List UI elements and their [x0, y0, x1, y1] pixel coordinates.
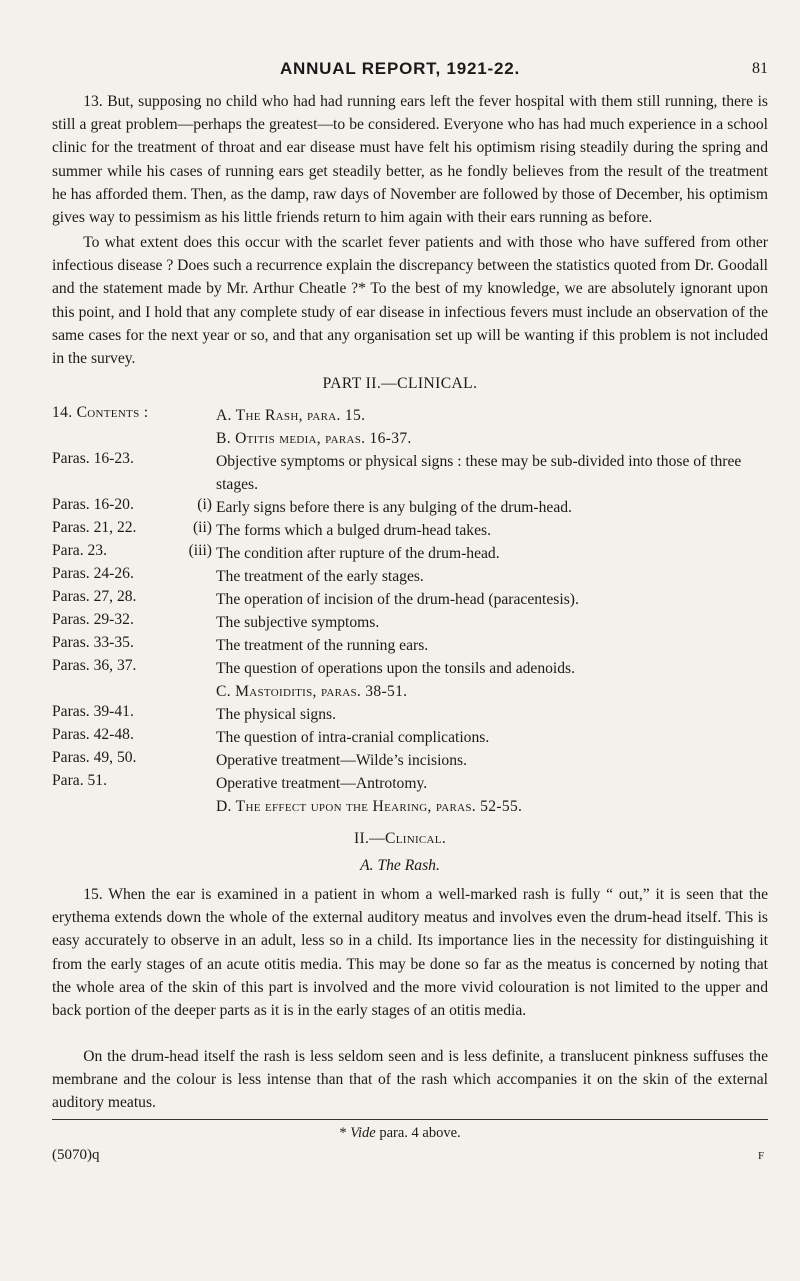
running-header-title: ANNUAL REPORT, 1921-22. [279, 59, 521, 78]
contents-row [52, 404, 768, 427]
contents-text: C. Mastoiditis, paras. 38-51. [216, 683, 408, 700]
contents-text: The physical signs. [216, 706, 336, 723]
footnote [0, 1125, 800, 1142]
contents-row [52, 680, 768, 703]
contents-row [52, 519, 768, 542]
contents-ref: Paras. 29-32. [52, 611, 134, 628]
contents-text: The treatment of the running ears. [216, 637, 429, 654]
footnote-mark: * [339, 1125, 347, 1141]
contents-text: The treatment of the early stages. [216, 568, 424, 585]
footnote-rule [52, 1119, 768, 1120]
contents-row [52, 450, 768, 496]
contents-ref: Para. 51. [52, 772, 107, 789]
part-heading: PART II.—CLINICAL. [322, 375, 478, 392]
signature-mark: F [758, 1150, 765, 1162]
contents-ref: Paras. 39-41. [52, 703, 134, 720]
contents-roman: (ii) [192, 519, 212, 536]
contents-ref: Paras. 16-23. [52, 450, 134, 467]
paragraph-15-continued: On the drum-head itself the rash is less seldom seen and is less definite, a translucent pinkness suffuses the membrane and the colour is less intense than that of the rash which accompanies it on the skin of the external auditory meatus. [52, 1048, 768, 1112]
contents-row [52, 611, 768, 634]
contents-ref: Paras. 27, 28. [52, 588, 137, 605]
contents-row [52, 703, 768, 726]
contents-text: The subjective symptoms. [216, 614, 380, 631]
contents-text: Early signs before there is any bulging of the drum-head. [216, 499, 572, 516]
contents-row [52, 588, 768, 611]
contents-row [52, 634, 768, 657]
contents-roman: (iii) [188, 542, 212, 559]
contents-text: The question of operations upon the tonsils and adenoids. [216, 660, 576, 677]
contents-ref: Paras. 21, 22. [52, 519, 137, 536]
contents-row [52, 749, 768, 772]
paragraph-13: 13. But, supposing no child who had had running ears left the fever hospital with them still running, there is still a great problem—perhaps the greatest—to be considered. Everyone who has had much experience in a school clinic for the treatment of throat and ear disease must have felt his optimism rising steadily during the spring and summer while his cases of running ears get steadily better, as he fondly believes from the result of the treatment he has afforded them. Then, as the damp, raw days of November are followed by those of December, his optimism gives way to pessimism as his little friends return to him again with their ears running as before. [52, 93, 768, 227]
paragraph-15: 15. When the ear is examined in a patient in whom a well-marked rash is fully “ out,” it is seen that the erythema extends down the whole of the external auditory meatus and involves even the drum-head itself. This is easy accurately to observe in an adult, less so in a child. Its importance lies in the necessity for distinguishing it from the early stages of an acute otitis media. This may be done so far as the meatus is concerned by noting that the whole area of the skin of this part is involved and the more vivid colouration is not limited to the upper and back portion of the deeper parts as it is in the early stages of an otitis media. [52, 886, 768, 1020]
contents-row [52, 772, 768, 795]
paragraph-13-continued: To what extent does this occur with the scarlet fever patients and with those who have suffered from other infectious disease ? Does such a recurrence explain the discrepancy between the statistics quoted from Dr. Goodall and the statement made by Mr. Arthur Cheatle ?* To the best of my knowledge, we are absolutely ignorant upon this point, and I hold that any complete study of ear disease in infectious fevers must include an observation of the same cases for the next year or so, and that any organisation set up will be wanting if this problem is not included in the survey. [52, 234, 768, 368]
contents-row [52, 657, 768, 680]
contents-text: Operative treatment—Wilde’s incisions. [216, 752, 467, 769]
contents-ref: Paras. 49, 50. [52, 749, 137, 766]
contents-text: A. The Rash, para. 15. [216, 407, 366, 424]
contents-ref: Paras. 16-20. [52, 496, 134, 513]
footnote-vide: Vide [350, 1125, 376, 1141]
contents-ref: Paras. 42-48. [52, 726, 134, 743]
contents-text: The condition after rupture of the drum-head. [216, 545, 500, 562]
contents-row [52, 726, 768, 749]
contents-text: D. The effect upon the Hearing, paras. 52-55. [216, 798, 523, 815]
contents-row [52, 496, 768, 519]
footnote-text: para. 4 above. [379, 1125, 461, 1141]
contents-text: Objective symptoms or physical signs : these may be sub-divided into those of three stages. [216, 453, 742, 493]
contents-text: The operation of incision of the drum-head (paracentesis). [216, 591, 579, 608]
contents-ref: Para. 23. [52, 542, 107, 559]
contents-row [52, 795, 768, 818]
printer-mark: (5070)q [52, 1147, 100, 1163]
contents-ref: Paras. 24-26. [52, 565, 134, 582]
contents-text: B. Otitis media, paras. 16-37. [216, 430, 412, 447]
contents-row [52, 542, 768, 565]
contents-roman: (i) [197, 496, 212, 513]
contents-text: Operative treatment—Antrotomy. [216, 775, 428, 792]
subsection-heading: A. The Rash. [360, 857, 440, 874]
contents-ref: Paras. 33-35. [52, 634, 134, 651]
contents-ref: Paras. 36, 37. [52, 657, 137, 674]
contents-text: The forms which a bulged drum-head takes. [216, 522, 491, 539]
contents-row [52, 427, 768, 450]
contents-row [52, 565, 768, 588]
contents-text: The question of intra-cranial complications. [216, 729, 490, 746]
contents-ref: 14. Contents : [52, 404, 149, 421]
page-number: 81 [752, 60, 768, 77]
section-heading: II.—Clinical. [353, 830, 447, 847]
